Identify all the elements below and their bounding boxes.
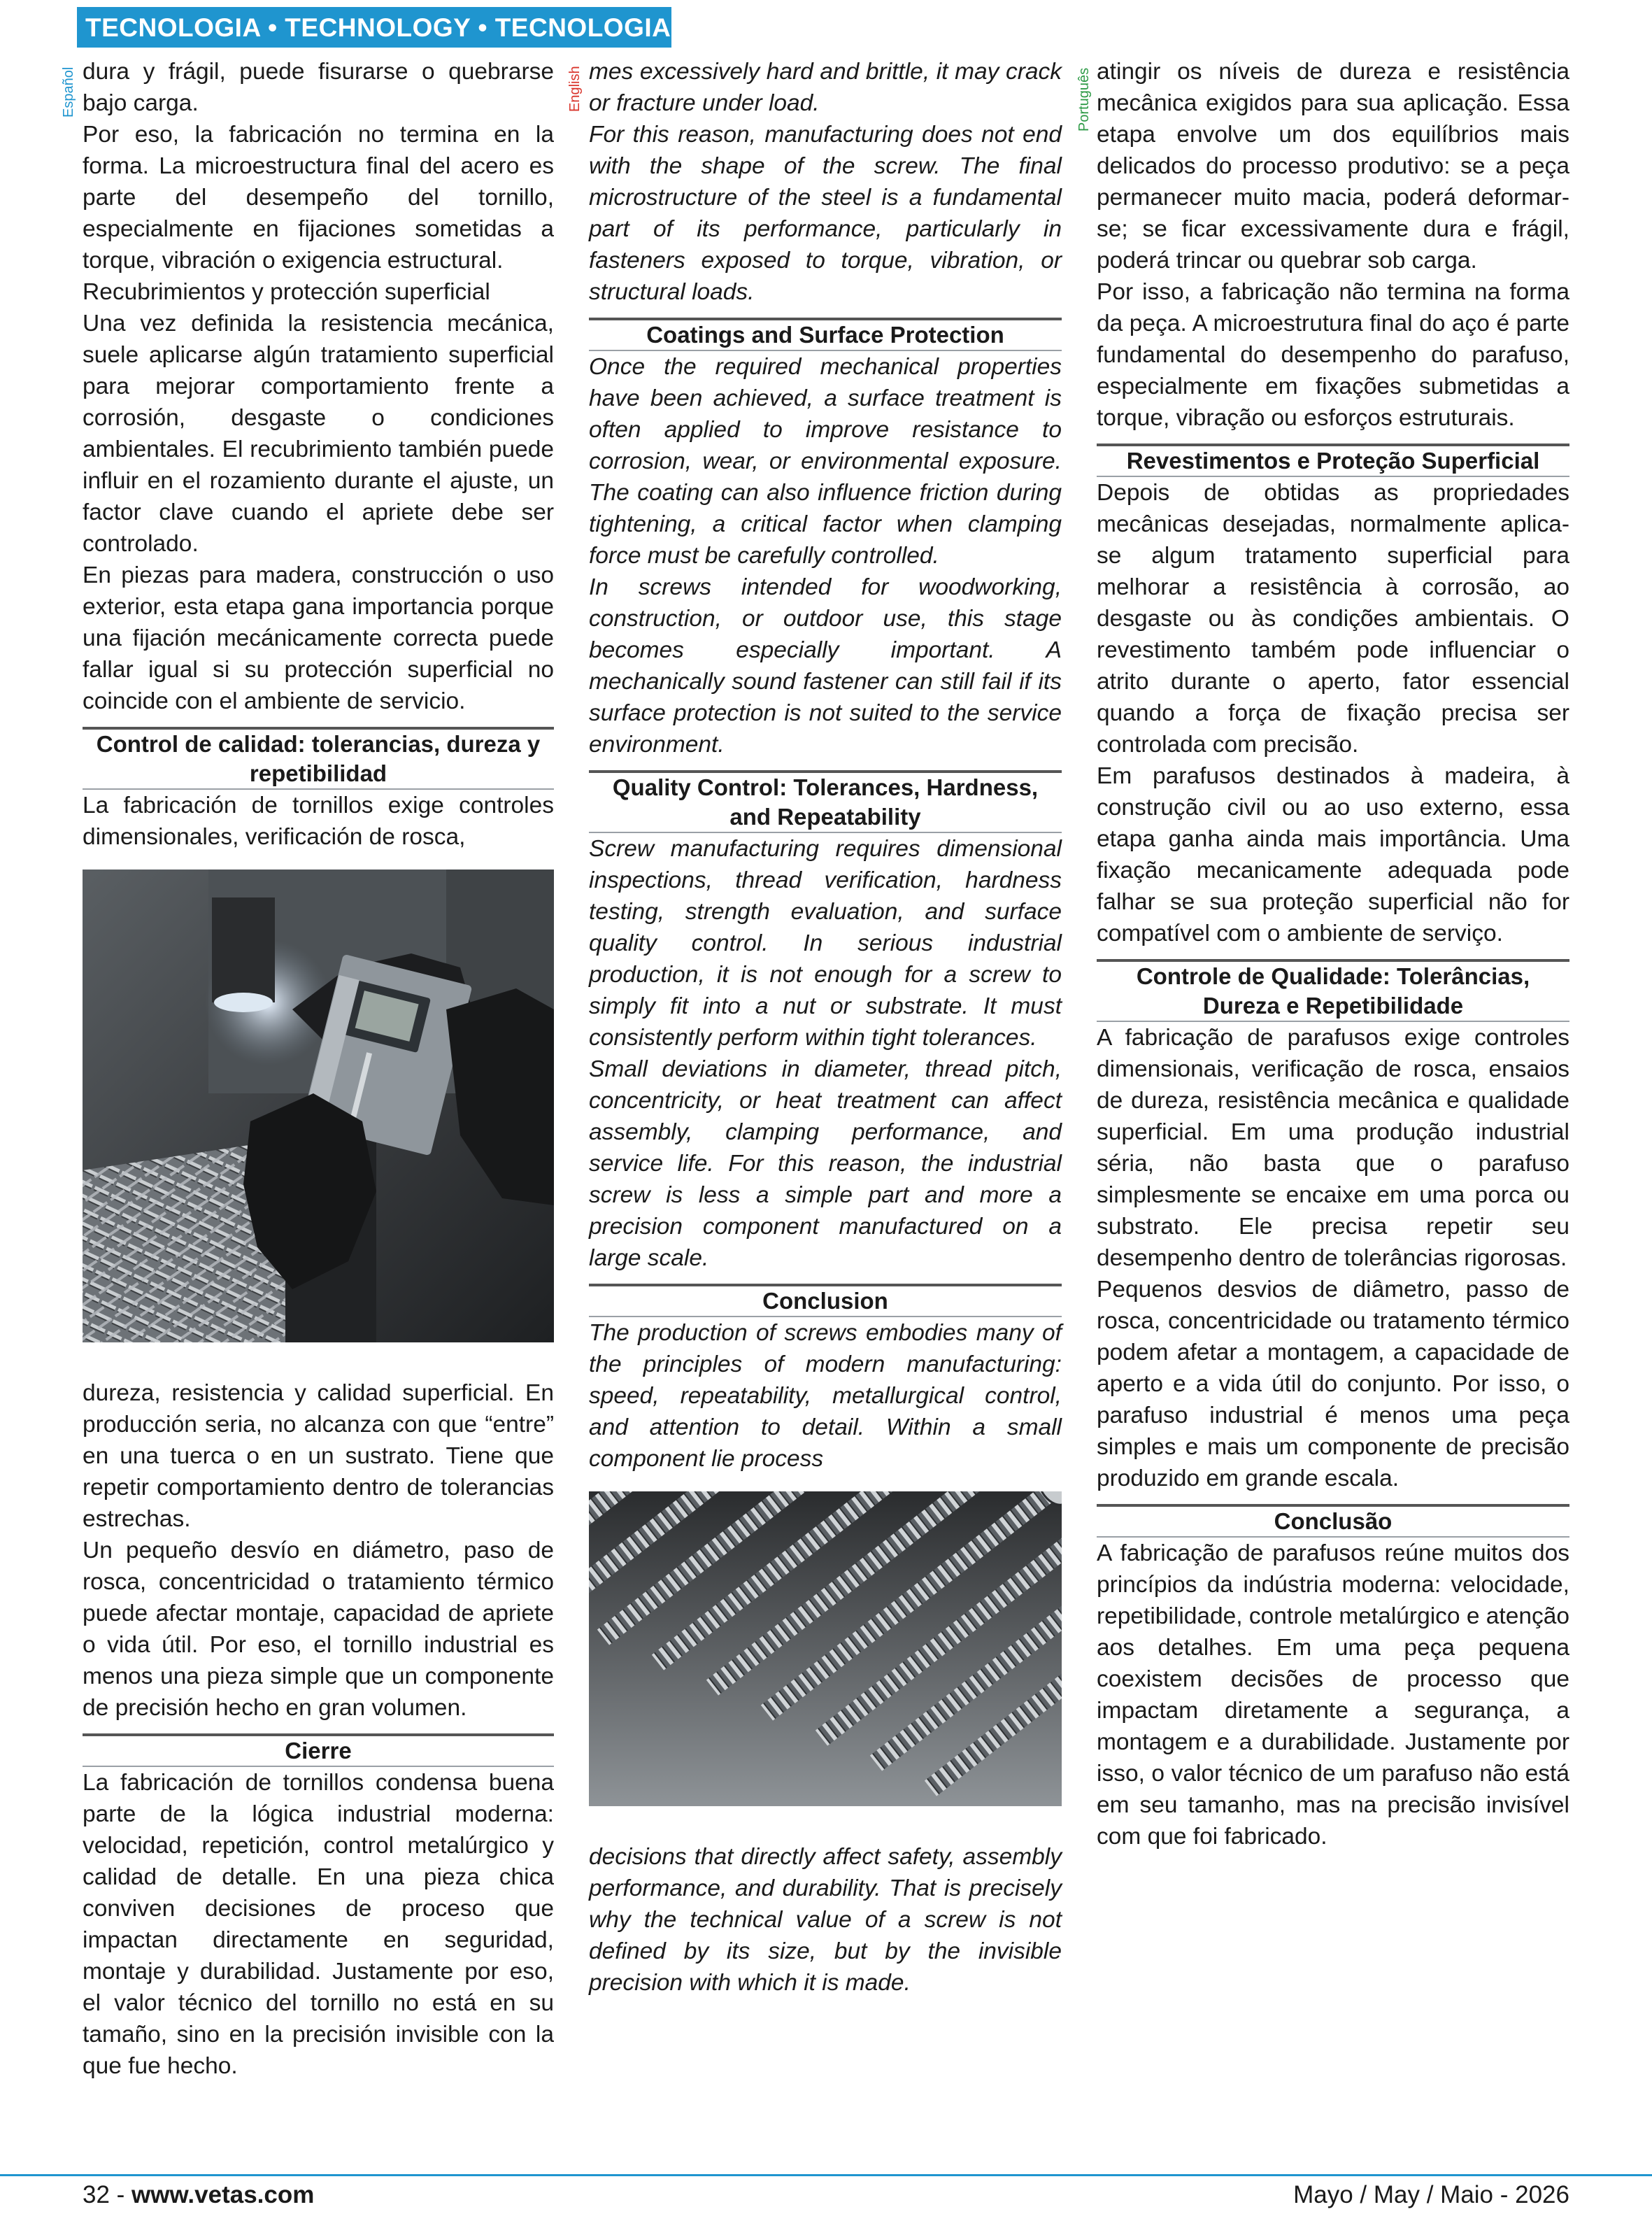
section-heading-coatings: Revestimentos e Proteção Superficial [1097, 444, 1569, 477]
portuguese-column [1097, 56, 1569, 1852]
page-number: 32 - [83, 2181, 132, 2208]
paragraph: Un pequeño desvío en diámetro, paso de rosca, concentricidad o tratamiento térmico puede afectar montaje, capacidad de apriete o vida útil. Por eso, el tornillo industrial es menos una pieza simple que un componente de precisión hecho en gran volumen. [83, 1538, 554, 1721]
paragraph: Depois de obtidas as propriedades mecânicas desejadas, normalmente aplica-se algum tratamento superficial para melhorar a resistência à corrosão, ao desgaste ou às condições ambientais. O revestimento também pode influenciar o atrito durante o aperto, fator essencial quando a força de fixação precisa ser controlada com precisão. [1097, 480, 1569, 758]
footer-date: Mayo / May / Maio - 2026 [1293, 2181, 1569, 2208]
paragraph: For this reason, manufacturing does not end with the shape of the screw. The final microstructure of the steel is a fundamental part of its performance, particularly in fasteners exposed to torque, vibration, or structural loads. [589, 122, 1062, 305]
footer-page-info [83, 2180, 314, 2211]
paragraph: La fabricación de tornillos condensa buena parte de la lógica industrial moderna: velocidad, repetición, control metalúrgico y calidad de detalle. En una pieza chica conviven decisiones de proceso que impactan directamente en seguridad, montaje y durabilidad. Justamente por eso, el valor técnico del tornillo no está en su tamaño, sino en la precisión invisible con la que fue hecho. [83, 1770, 554, 2079]
paragraph: Small deviations in diameter, thread pitch, concentricity, or heat treatment can affect assembly, clamping performance, and service life. For this reason, the industrial screw is less a simple part and more a precision component manufactured on a large scale. [589, 1056, 1062, 1271]
section-heading-conclusion: Conclusão [1097, 1504, 1569, 1538]
paragraph: Screw manufacturing requires dimensional inspections, thread verification, hardness testing, strength evaluation, and surface quality control. In serious industrial production, it is not enough for a screw to simply fit into a nut or substrate. It must consistently perform within tight tolerances. [589, 836, 1062, 1051]
section-heading-conclusion: Conclusion [589, 1284, 1062, 1317]
section-heading-quality: Controle de Qualidade: Tolerâncias, Dureza e Repetibilidade [1097, 959, 1569, 1022]
paragraph: Once the required mechanical properties have been achieved, a surface treatment is often applied to improve resistance to corrosion, wear, or environmental exposure. The coating can also influence friction during tightening, a critical factor when clamping force must be carefully controlled. [589, 354, 1062, 569]
paragraph: Pequenos desvios de diâmetro, passo de rosca, concentricidade ou tratamento térmico podem afetar a montagem, a capacidade de aperto e a vida útil do conjunto. Por isso, o parafuso industrial é menos uma peça simples e mais um componente de precisão produzido em grande escala. [1097, 1277, 1569, 1491]
section-heading-quality: Quality Control: Tolerances, Hardness, and Repeatability [589, 770, 1062, 833]
paragraph: mes excessively hard and brittle, it may crack or fracture under load. [589, 59, 1062, 116]
paragraph: In screws intended for woodworking, construction, or outdoor use, this stage becomes especially important. A mechanically sound fastener can still fail if its surface protection is not suited to the service environment. [589, 574, 1062, 758]
paragraph: La fabricación de tornillos exige controles dimensionales, verificación de rosca, [83, 793, 554, 850]
paragraph: decisions that directly affect safety, assembly performance, and durability. That is precisely why the technical value of a screw is not defined by its size, but by the invisible precision with which it is made. [589, 1844, 1062, 1996]
screws-row-photo [589, 1491, 1062, 1806]
language-tag-portuguese: Português [1076, 67, 1092, 132]
subheading-inline: Recubrimientos y protección superficial [83, 279, 490, 305]
paragraph: The production of screws embodies many of the principles of modern manufacturing: speed, repeatability, metallurgical control, and attention to detail. Within a small component lie process [589, 1320, 1062, 1472]
paragraph: atingir os níveis de dureza e resistência mecânica exigidos para sua aplicação. Essa etapa envolve um dos equilíbrios mais delicados do processo produtivo: se a peça permanecer muito macia, poderá deformar-se; se ficar excessivamente dura e frágil, poderá trincar ou quebrar sob carga. [1097, 59, 1569, 274]
paragraph: dura y frágil, puede fisurarse o quebrarse bajo carga. [83, 59, 554, 116]
website-link[interactable]: www.vetas.com [131, 2181, 315, 2208]
footer-rule [0, 2174, 1652, 2176]
paragraph: A fabricação de parafusos reúne muitos dos princípios da indústria moderna: velocidade, repetibilidade, controle metalúrgico e atenção aos detalhes. Em uma peça pequena coexistem decisões de processo que impactam diretamente a segurança, a montagem e a durabilidade. Justamente por isso, o valor técnico de um parafuso não está em seu tamanho, mas na precisão invisível com que foi fabricado. [1097, 1540, 1570, 1850]
caliper-measuring-screw-photo [83, 870, 554, 1342]
paragraph: Em parafusos destinados à madeira, à construção civil ou ao uso externo, essa etapa ganha ainda mais importância. Uma fixação mecanicamente adequada pode falhar se sua proteção superficial não for compatível com o ambiente de serviço. [1097, 763, 1569, 946]
paragraph: A fabricação de parafusos exige controles dimensionais, verificação de rosca, ensaios de dureza, resistência mecânica e qualidade superficial. Em uma produção industrial séria, não basta que o parafuso simplesmente se encaixe em uma porca ou substrato. Ele precisa repetir seu desempenho dentro de tolerâncias rigorosas. [1097, 1025, 1569, 1271]
section-heading-quality: Control de calidad: tolerancias, dureza y repetibilidad [83, 727, 554, 790]
language-tag-spanish: Español [61, 66, 76, 118]
paragraph: Por isso, a fabricação não termina na forma da peça. A microestrutura final do aço é parte fundamental do desempenho do parafuso, especialmente em fixações submetidas a torque, vibração ou esforços estruturais. [1097, 279, 1569, 431]
english-column [589, 56, 1062, 1999]
paragraph: En piezas para madera, construcción o uso exterior, esta etapa gana importancia porque una fijación mecánicamente correcta puede fallar igual si su protección superficial no coincide con el ambiente de servicio. [83, 562, 554, 714]
section-heading-closing: Cierre [83, 1733, 554, 1767]
section-title: TECNOLOGIA • TECHNOLOGY • TECNOLOGIA [85, 13, 671, 42]
paragraph: Por eso, la fabricación no termina en la forma. La microestructura final del acero es parte del desempeño del tornillo, especialmente en fijaciones sometidas a torque, vibración o exigencia estructural. [83, 122, 554, 274]
spanish-column [83, 56, 554, 2082]
section-heading-coatings: Coatings and Surface Protection [589, 318, 1062, 351]
paragraph: Una vez definida la resistencia mecánica, suele aplicarse algún tratamiento superficial para mejorar comportamiento frente a corrosión, desgaste o condiciones ambientales. El recubrimiento también puede influir en el rozamiento durante el ajuste, un factor clave cuando el apriete debe ser controlado. [83, 311, 554, 557]
language-tag-english: English [567, 66, 583, 112]
paragraph: dureza, resistencia y calidad superficial. En producción seria, no alcanza con que “entre” en una tuerca o en un sustrato. Tiene que repetir comportamiento dentro de tolerancias estrechas. [83, 1380, 554, 1532]
